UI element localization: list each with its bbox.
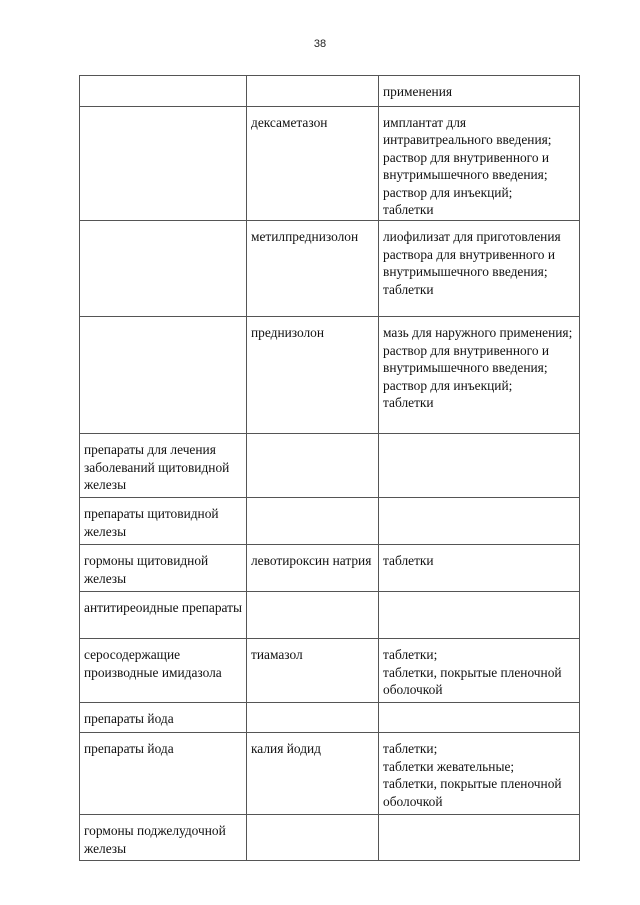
table-row (80, 639, 580, 703)
substance-cell: левотироксин натрия (247, 545, 379, 592)
forms-cell: лиофилизат для приготовления раствора для внутривенного и внутримышечного введения; таблетки (379, 221, 580, 317)
forms-cell (379, 815, 580, 861)
group-cell: препараты для лечения заболеваний щитовидной железы (80, 434, 247, 498)
table-row (80, 434, 580, 498)
forms-cell: таблетки (379, 545, 580, 592)
table-row (80, 703, 580, 733)
table-row (80, 545, 580, 592)
page-number: 38 (313, 38, 327, 50)
substance-cell (247, 76, 379, 107)
substance-cell: тиамазол (247, 639, 379, 703)
table-row (80, 733, 580, 815)
forms-cell: таблетки; таблетки, покрытые пленочной оболочкой (379, 639, 580, 703)
forms-cell: таблетки; таблетки жевательные; таблетки, покрытые пленочной оболочкой (379, 733, 580, 815)
substance-cell (247, 434, 379, 498)
group-cell: гормоны щитовидной железы (80, 545, 247, 592)
forms-cell (379, 703, 580, 733)
group-cell: серосодержащие производные имидазола (80, 639, 247, 703)
forms-cell: мазь для наружного применения; раствор для внутривенного и внутримышечного введения; раствор для инъекций; таблетки (379, 317, 580, 434)
group-cell: препараты йода (80, 703, 247, 733)
table-row (80, 498, 580, 545)
table-row (80, 221, 580, 317)
table-row (80, 107, 580, 221)
substance-cell (247, 498, 379, 545)
substance-cell: калия йодид (247, 733, 379, 815)
substance-cell (247, 815, 379, 861)
forms-cell: имплантат для интравитреального введения; раствор для внутривенного и внутримышечного введения; раствор для инъекций; таблетки (379, 107, 580, 221)
substance-cell: преднизолон (247, 317, 379, 434)
group-cell: препараты йода (80, 733, 247, 815)
forms-cell (379, 592, 580, 639)
forms-cell (379, 498, 580, 545)
substance-cell (247, 592, 379, 639)
forms-cell: применения (379, 76, 580, 107)
substance-cell (247, 703, 379, 733)
substance-cell: метилпреднизолон (247, 221, 379, 317)
table-row (80, 815, 580, 861)
group-cell (80, 221, 247, 317)
group-cell: антитиреоидные препараты (80, 592, 247, 639)
table-row (80, 76, 580, 107)
group-cell: препараты щитовидной железы (80, 498, 247, 545)
group-cell (80, 76, 247, 107)
forms-cell (379, 434, 580, 498)
drug-table (79, 75, 580, 861)
group-cell (80, 317, 247, 434)
group-cell (80, 107, 247, 221)
group-cell: гормоны поджелудочной железы (80, 815, 247, 861)
substance-cell: дексаметазон (247, 107, 379, 221)
table-row (80, 317, 580, 434)
table-row (80, 592, 580, 639)
